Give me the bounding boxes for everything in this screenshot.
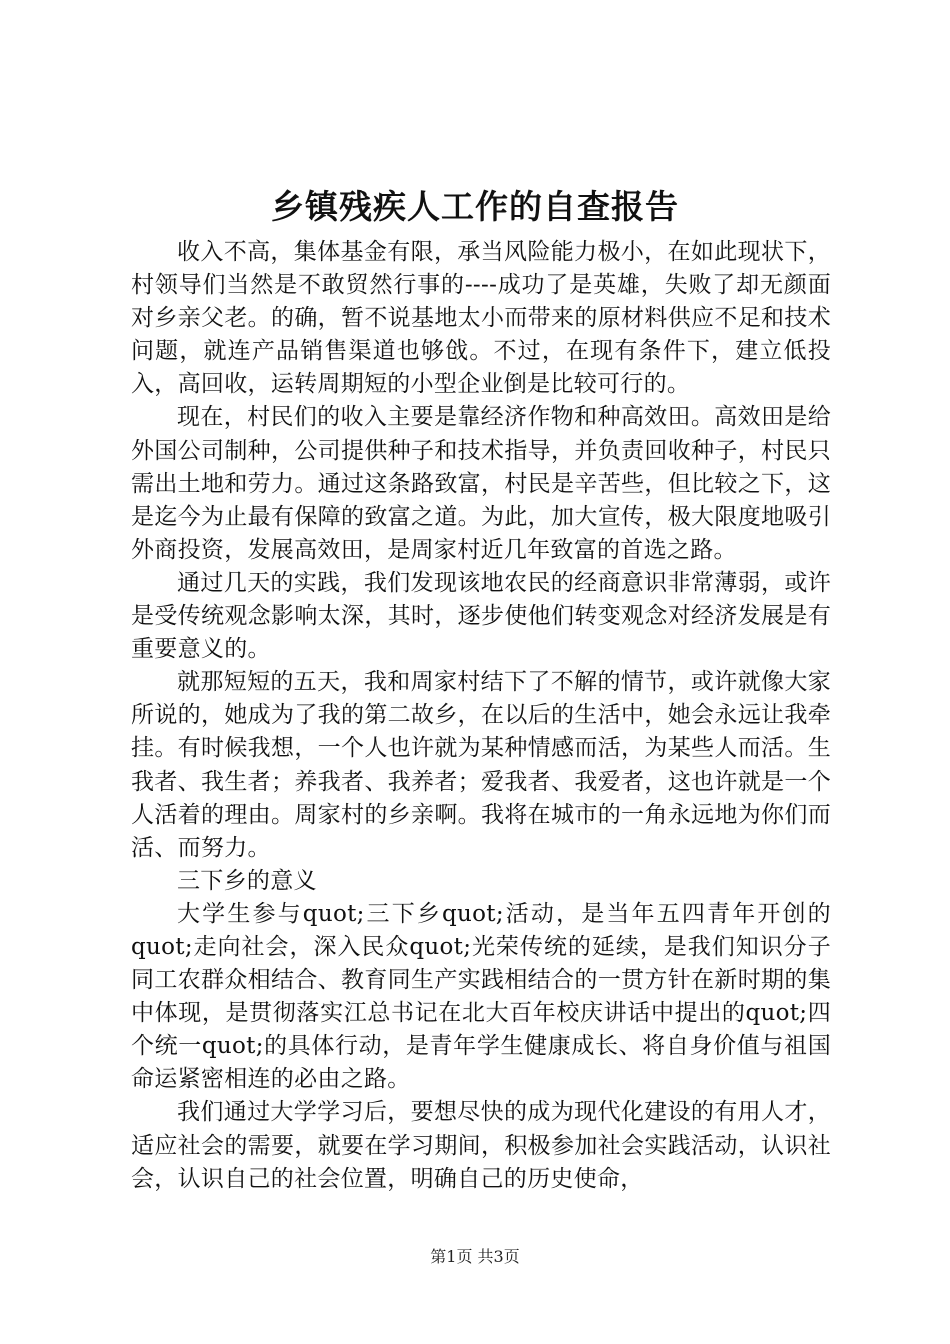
paragraph: 现在，村民们的收入主要是靠经济作物和种高效田。高效田是给外国公司制种，公司提供种子和技术指导，并负责回收种子，村民只需出土地和劳力。通过这条路致富，村民是辛苦些，但比较之下，这是迄今为止最有保障的致富之道。为此，加大宣传，极大限度地吸引外商投资，发展高效田，是周家村近几年致富的首选之路。 [131,404,831,563]
page-number-footer: 第1页 共3页 [430,1247,520,1266]
paragraph: 我们通过大学学习后，要想尽快的成为现代化建设的有用人才，适应社会的需要，就要在学习期间，积极参加社会实践活动，认识社会，认识自己的社会位置，明确自己的历史使命， [131,1099,831,1192]
paragraph: 收入不高，集体基金有限，承当风险能力极小，在如此现状下，村领导们当然是不敢贸然行事的----成功了是英雄，失败了却无颜面对乡亲父老。的确，暂不说基地太小而带来的原材料供应不足和技术问题，就连产品销售渠道也够戗。不过，在现有条件下，建立低投入，高回收，运转周期短的小型企业倒是比较可行的。 [131,239,831,398]
document-body [131,236,831,1196]
paragraph: 就那短短的五天，我和周家村结下了不解的情节，或许就像大家所说的，她成为了我的第二故乡，在以后的生活中，她会永远让我牵挂。有时候我想，一个人也许就为某种情感而活，为某些人而活。生我者、我生者；养我者、我养者；爱我者、我爱者，这也许就是一个人活着的理由。周家村的乡亲啊。我将在城市的一角永远地为你们而活、而努力。 [131,669,831,861]
document-title: 乡镇残疾人工作的自查报告 [271,187,679,226]
section-heading: 三下乡的意义 [177,867,317,894]
paragraph: 大学生参与quot;三下乡quot;活动，是当年五四青年开创的quot;走向社会，深入民众quot;光荣传统的延续，是我们知识分子同工农群众相结合、教育同生产实践相结合的一贯方针在新时期的集中体现，是贯彻落实江总书记在北大百年校庆讲话中提出的quot;四个统一quot;的具体行动，是青年学生健康成长、将自身价值与祖国命运紧密相连的必由之路。 [131,900,831,1093]
paragraph: 通过几天的实践，我们发现该地农民的经商意识非常薄弱，或许是受传统观念影响太深，其时，逐步使他们转变观念对经济发展是有重要意义的。 [131,569,831,663]
